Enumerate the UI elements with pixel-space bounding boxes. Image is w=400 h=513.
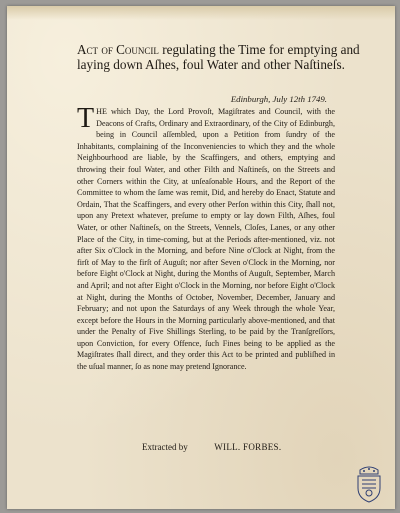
signature-name: WILL. FORBES. bbox=[214, 442, 282, 452]
title-rest: regulating the Time for emptying and laying down Aſhes, foul Water and other Naſtineſs. bbox=[77, 42, 360, 72]
library-seal-icon bbox=[352, 464, 386, 504]
document-title bbox=[77, 42, 367, 72]
title-prefix: Act of Council bbox=[77, 42, 159, 57]
drop-cap: T bbox=[77, 103, 95, 134]
document-sheet bbox=[7, 6, 395, 509]
signature-label: Extracted by bbox=[142, 442, 188, 452]
body-paragraph: HE which Day, the Lord Provoſt, Magiſtrates and Council, with the Deacons of Crafts, Ordinary and Extraordinary, of the City of Edinburgh, being in Council aſſembled, upon a Petition from ſundry of the Inhabitants, complaining of the Inconveniencies to which they and the whole Neighbourhood are liable, by the Scaffingers, and others, emptying and throwing their foul Water, and other Filth and Naſtineſs, on the Streets and other Corners within the City, at unſeaſonable Hours, and the Report of the Committee to whom the ſame was remit, Did, and hereby do Enact, Statute and Ordain, That the Scaffingers, and every other Perſon within this City, ſhall not, upon any Pretext whatever, preſume to empty or lay down Filth, Aſhes, foul Water, or other Naſtineſs, on the Streets, Vennels, Cloſes, Lanes, or any other Place of the City, in time-coming, but at the Periods after-mentioned, viz. not after Six o'Clock in the Morning, and before Nine o'Clock at Night, from the firſt of May to the firſt of Auguſt; nor after Seven o'Clock in the Morning, nor before Eight o'Clock at Night, during the Months of Auguſt, September, March and April; and not after Eight o'Clock in the Morning, nor before Eight o'Clock at Night, during the Months of October, November, December, January and February; and not upon the Saturdays of any Week through the whole Year, except before the Hours in the Morning particularly above-mentioned, and that under the Penalty of Five Shillings Sterling, to be paid by the Tranſgreſſors, upon Conviction, for every Offence, ſuch Fines being to be applied as the Magiſtrates ſhall direct, and they order this Act to be printed and publiſhed in the uſual manner, ſo as none may pretend Ignorance. bbox=[77, 107, 335, 372]
body-text bbox=[77, 103, 335, 373]
paper-edge bbox=[7, 6, 395, 20]
signature-line bbox=[142, 442, 352, 452]
dateline: Edinburgh, July 12th 1749. bbox=[230, 94, 327, 104]
